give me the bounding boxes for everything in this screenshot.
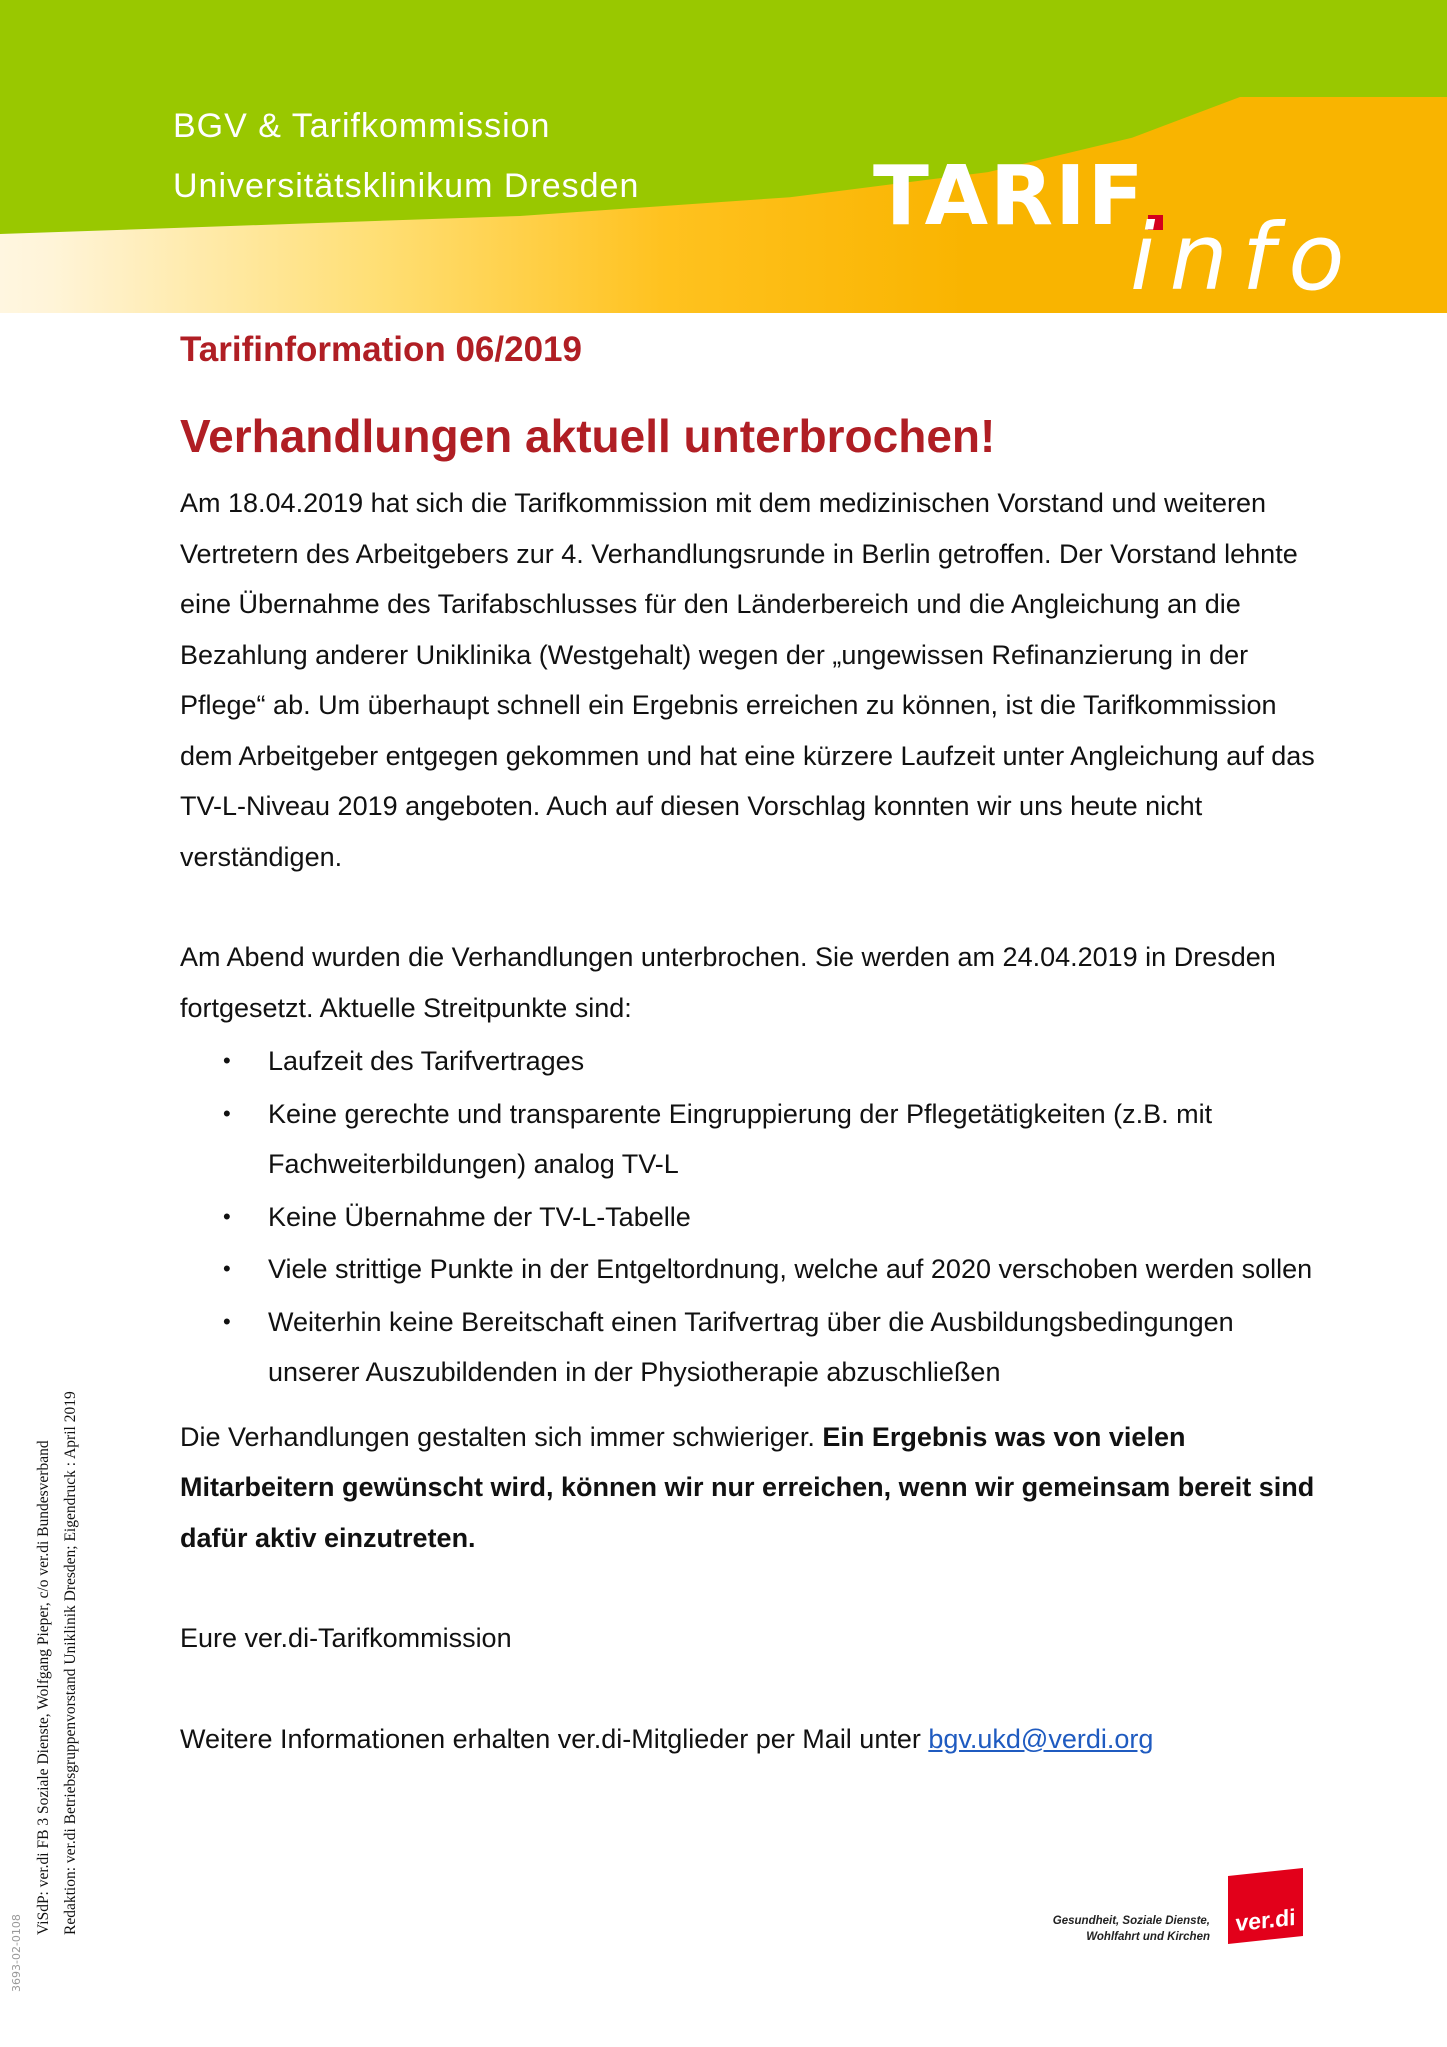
dispute-list	[180, 1036, 1330, 1398]
imprint-line-1: ViSdP: ver.di FB 3 Soziale Dienste, Wolfgang Pieper, c/o ver.di Bundesverband	[35, 1440, 52, 1935]
list-item	[180, 1089, 1330, 1190]
more-info	[180, 1714, 1330, 1765]
email-link[interactable]: bgv.ukd@verdi.org	[928, 1723, 1154, 1754]
closing-paragraph	[180, 1412, 1330, 1564]
bullet-icon: •	[223, 1203, 231, 1229]
list-item	[180, 1297, 1330, 1398]
paragraph-2: Am Abend wurden die Verhandlungen unterbrochen. Sie werden am 24.04.2019 in Dresden fortgesetzt. Aktuelle Streitpunkte sind:	[180, 942, 1276, 1023]
list-item-text: Keine Übernahme der TV-L-Tabelle	[268, 1201, 691, 1232]
paragraph-1: Am 18.04.2019 hat sich die Tarifkommission mit dem medizinischen Vorstand und weiteren Vertretern des Arbeitgebers zur 4. Verhandlungsrunde in Berlin getroffen. Der Vorstand lehnte eine Übernahme des Tarifabschlusses für den Länderbereich und die Angleichung an die Bezahlung anderer Uniklinika (Westgehalt) wegen der „ungewissen Refinanzierung in der Pflege“ ab. Um überhaupt schnell ein Ergebnis erreichen zu können, ist die Tarifkommission dem Arbeitgeber entgegen gekommen und hat eine kürzere Laufzeit unter Angleichung auf das TV-L-Niveau 2019 angeboten. Auch auf diesen Vorschlag konnten wir uns heute nicht verständigen.	[180, 488, 1315, 872]
info-number: Tarifinformation 06/2019	[180, 330, 582, 369]
header-line-1: BGV & Tarifkommission	[173, 107, 551, 145]
verdi-tagline-2: Wohlfahrt und Kirchen	[1086, 1931, 1210, 1943]
header-organization	[173, 96, 639, 216]
headline: Verhandlungen aktuell unterbrochen!	[180, 410, 996, 462]
document-body	[180, 318, 1330, 1764]
list-item	[180, 1244, 1330, 1295]
list-item-text: Laufzeit des Tarifvertrages	[268, 1046, 585, 1076]
bullet-icon: •	[223, 1308, 231, 1334]
imprint-line-2: Redaktion: ver.di Betriebsgruppenvorstand Uniklinik Dresden; Eigendruck : April 2019	[62, 1391, 79, 1935]
closing-bold: Ein Ergebnis was von vielen Mitarbeitern gewünscht wird, können wir nur erreichen, wenn wir gemeinsam bereit sind dafür aktiv einzutreten.	[180, 1421, 1315, 1553]
verdi-tagline	[1000, 1913, 1210, 1945]
list-item-text: Weiterhin keine Bereitschaft einen Tarifvertrag über die Ausbildungsbedingungen unserer Auszubildenden in der Physiotherapie abzuschließen	[268, 1306, 1234, 1387]
document-code: 3693-02-0108	[10, 1914, 23, 1992]
verdi-logo: ver.di	[1228, 1868, 1303, 1944]
header-banner	[0, 0, 1447, 313]
bullet-icon: •	[223, 1100, 231, 1126]
list-item-text: Viele strittige Punkte in der Entgeltordnung, welche auf 2020 verschoben werden sollen	[268, 1254, 1313, 1284]
bullet-icon: •	[223, 1256, 231, 1281]
verdi-tagline-1: Gesundheit, Soziale Dienste,	[1052, 1915, 1210, 1927]
more-info-text: Weitere Informationen erhalten ver.di-Mitglieder per Mail unter	[180, 1723, 929, 1754]
header-line-2: Universitätsklinikum Dresden	[173, 167, 640, 205]
info-logo-text: info	[1130, 204, 1359, 311]
signoff: Eure ver.di-Tarifkommission	[180, 1623, 512, 1653]
imprint-sidebar	[30, 1235, 120, 1935]
list-item-text: Keine gerechte und transparente Eingruppierung der Pflegetätigkeiten (z.B. mit Fachweiterbildungen) analog TV-L	[268, 1098, 1213, 1179]
list-item	[180, 1192, 1330, 1243]
bullet-icon: •	[223, 1048, 231, 1073]
closing-plain: Die Verhandlungen gestalten sich immer schwieriger.	[180, 1421, 823, 1452]
tarif-logo-text: TARIF	[873, 149, 1146, 244]
list-item	[180, 1036, 1330, 1087]
